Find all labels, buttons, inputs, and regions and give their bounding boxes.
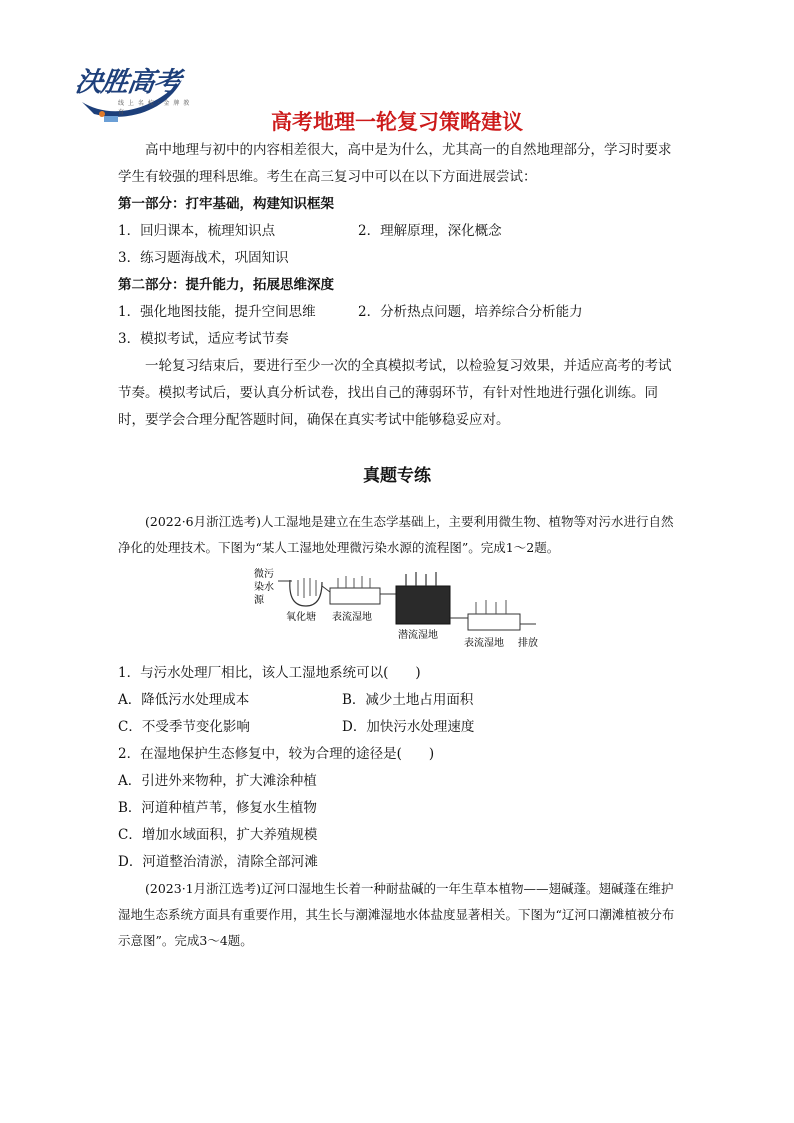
part2-item3: 3．模拟考试，适应考试节奏 (118, 331, 289, 347)
diagram-surface2-label: 表流湿地 (464, 638, 504, 649)
question-1 (118, 660, 680, 876)
part1-item3: 3．练习题海战术，巩固知识 (118, 250, 289, 266)
q1-stem: 1．与污水处理厂相比，该人工湿地系统可以( ) (118, 665, 421, 681)
part2-paragraph: 一轮复习结束后，要进行至少一次的全真模拟考试，以检验复习效果，并适应高考的考试节奏。模拟考试后，要认真分析试卷，找出自己的薄弱环节，有针对性地进行强化训练。同时，要学会合理分配答题时间，确保在真实考试中能够稳妥应对。 (118, 358, 672, 428)
logo-text: 決胜高考 (73, 67, 182, 98)
diagram-source-3: 源 (254, 595, 264, 606)
question-intro-2-text: (2023·1月浙江选考)辽河口湿地生长着一种耐盐碱的一年生草本植物——翅碱蓬。翅碱蓬在维护湿地生态系统方面具有重要作用，其生长与潮滩湿地水体盐度显著相关。下图为“辽河口潮滩植被分布示意图”。完成3～4题。 (118, 881, 675, 948)
diagram-pond-label: 氧化塘 (286, 612, 316, 623)
part1-item1: 1．回归课本，梳理知识点 (118, 223, 276, 239)
diagram-source-2: 染水 (254, 582, 274, 593)
surface-wetland-2-icon (468, 614, 520, 630)
part1-item2: 2．理解原理，深化概念 (358, 223, 502, 239)
part1-heading: 第一部分：打牢基础，构建知识框架 (118, 196, 334, 212)
question-intro-1-text: (2022·6月浙江选考)人工湿地是建立在生态学基础上，主要利用微生物、植物等对污水进行自然净化的处理技术。下图为“某人工湿地处理微污染水源的流程图”。完成1～2题。 (118, 514, 674, 555)
page-title: 高考地理一轮复习策略建议 (271, 110, 523, 134)
q1-row-cd (118, 714, 680, 741)
q1-option-a: A．降低污水处理成本 (118, 692, 250, 708)
q1-option-c: C．不受季节变化影响 (118, 719, 250, 735)
q1-option-d: D．加快污水处理速度 (342, 719, 475, 735)
question-intro-2 (118, 876, 680, 954)
diagram-discharge-label: 排放 (518, 638, 538, 649)
diagram-surface1-label: 表流湿地 (332, 612, 372, 623)
part2-item1: 1．强化地图技能，提升空间思维 (118, 304, 316, 320)
part2-row1 (118, 299, 680, 326)
wetland-flow-diagram (250, 566, 550, 652)
section-title: 真题专练 (363, 466, 431, 486)
q2-stem: 2．在湿地保护生态修复中，较为合理的途径是( ) (118, 746, 435, 762)
part2-item2: 2．分析热点问题，培养综合分析能力 (358, 304, 583, 320)
diagram-subsurface-label: 潜流湿地 (398, 630, 438, 641)
q1-row-ab (118, 687, 680, 714)
surface-wetland-1-icon (330, 588, 380, 604)
subsurface-wetland-icon (396, 586, 450, 624)
question-intro-1 (118, 509, 680, 561)
intro-block (118, 137, 680, 434)
q2-option-b: B．河道种植芦苇，修复水生植物 (118, 800, 317, 816)
logo-subtitle: 线 上 名 校 · 金 牌 教 育 (118, 100, 191, 116)
part1-row1 (118, 218, 680, 245)
q1-option-b: B．减少土地占用面积 (342, 692, 474, 708)
q2-option-a: A．引进外来物种，扩大滩涂种植 (118, 773, 317, 789)
q2-option-c: C．增加水域面积，扩大养殖规模 (118, 827, 318, 843)
oxidation-pond-icon (290, 580, 322, 606)
intro-paragraph: 高中地理与初中的内容相差很大，高中是为什么，尤其高一的自然地理部分，学习时要求学生有较强的理科思维。考生在高三复习中可以在以下方面进展尝试： (118, 142, 672, 185)
diagram-source-1: 微污 (254, 569, 274, 580)
q2-option-d: D．河道整治清淤，清除全部河滩 (118, 854, 318, 870)
part2-heading: 第二部分：提升能力，拓展思维深度 (118, 277, 334, 293)
